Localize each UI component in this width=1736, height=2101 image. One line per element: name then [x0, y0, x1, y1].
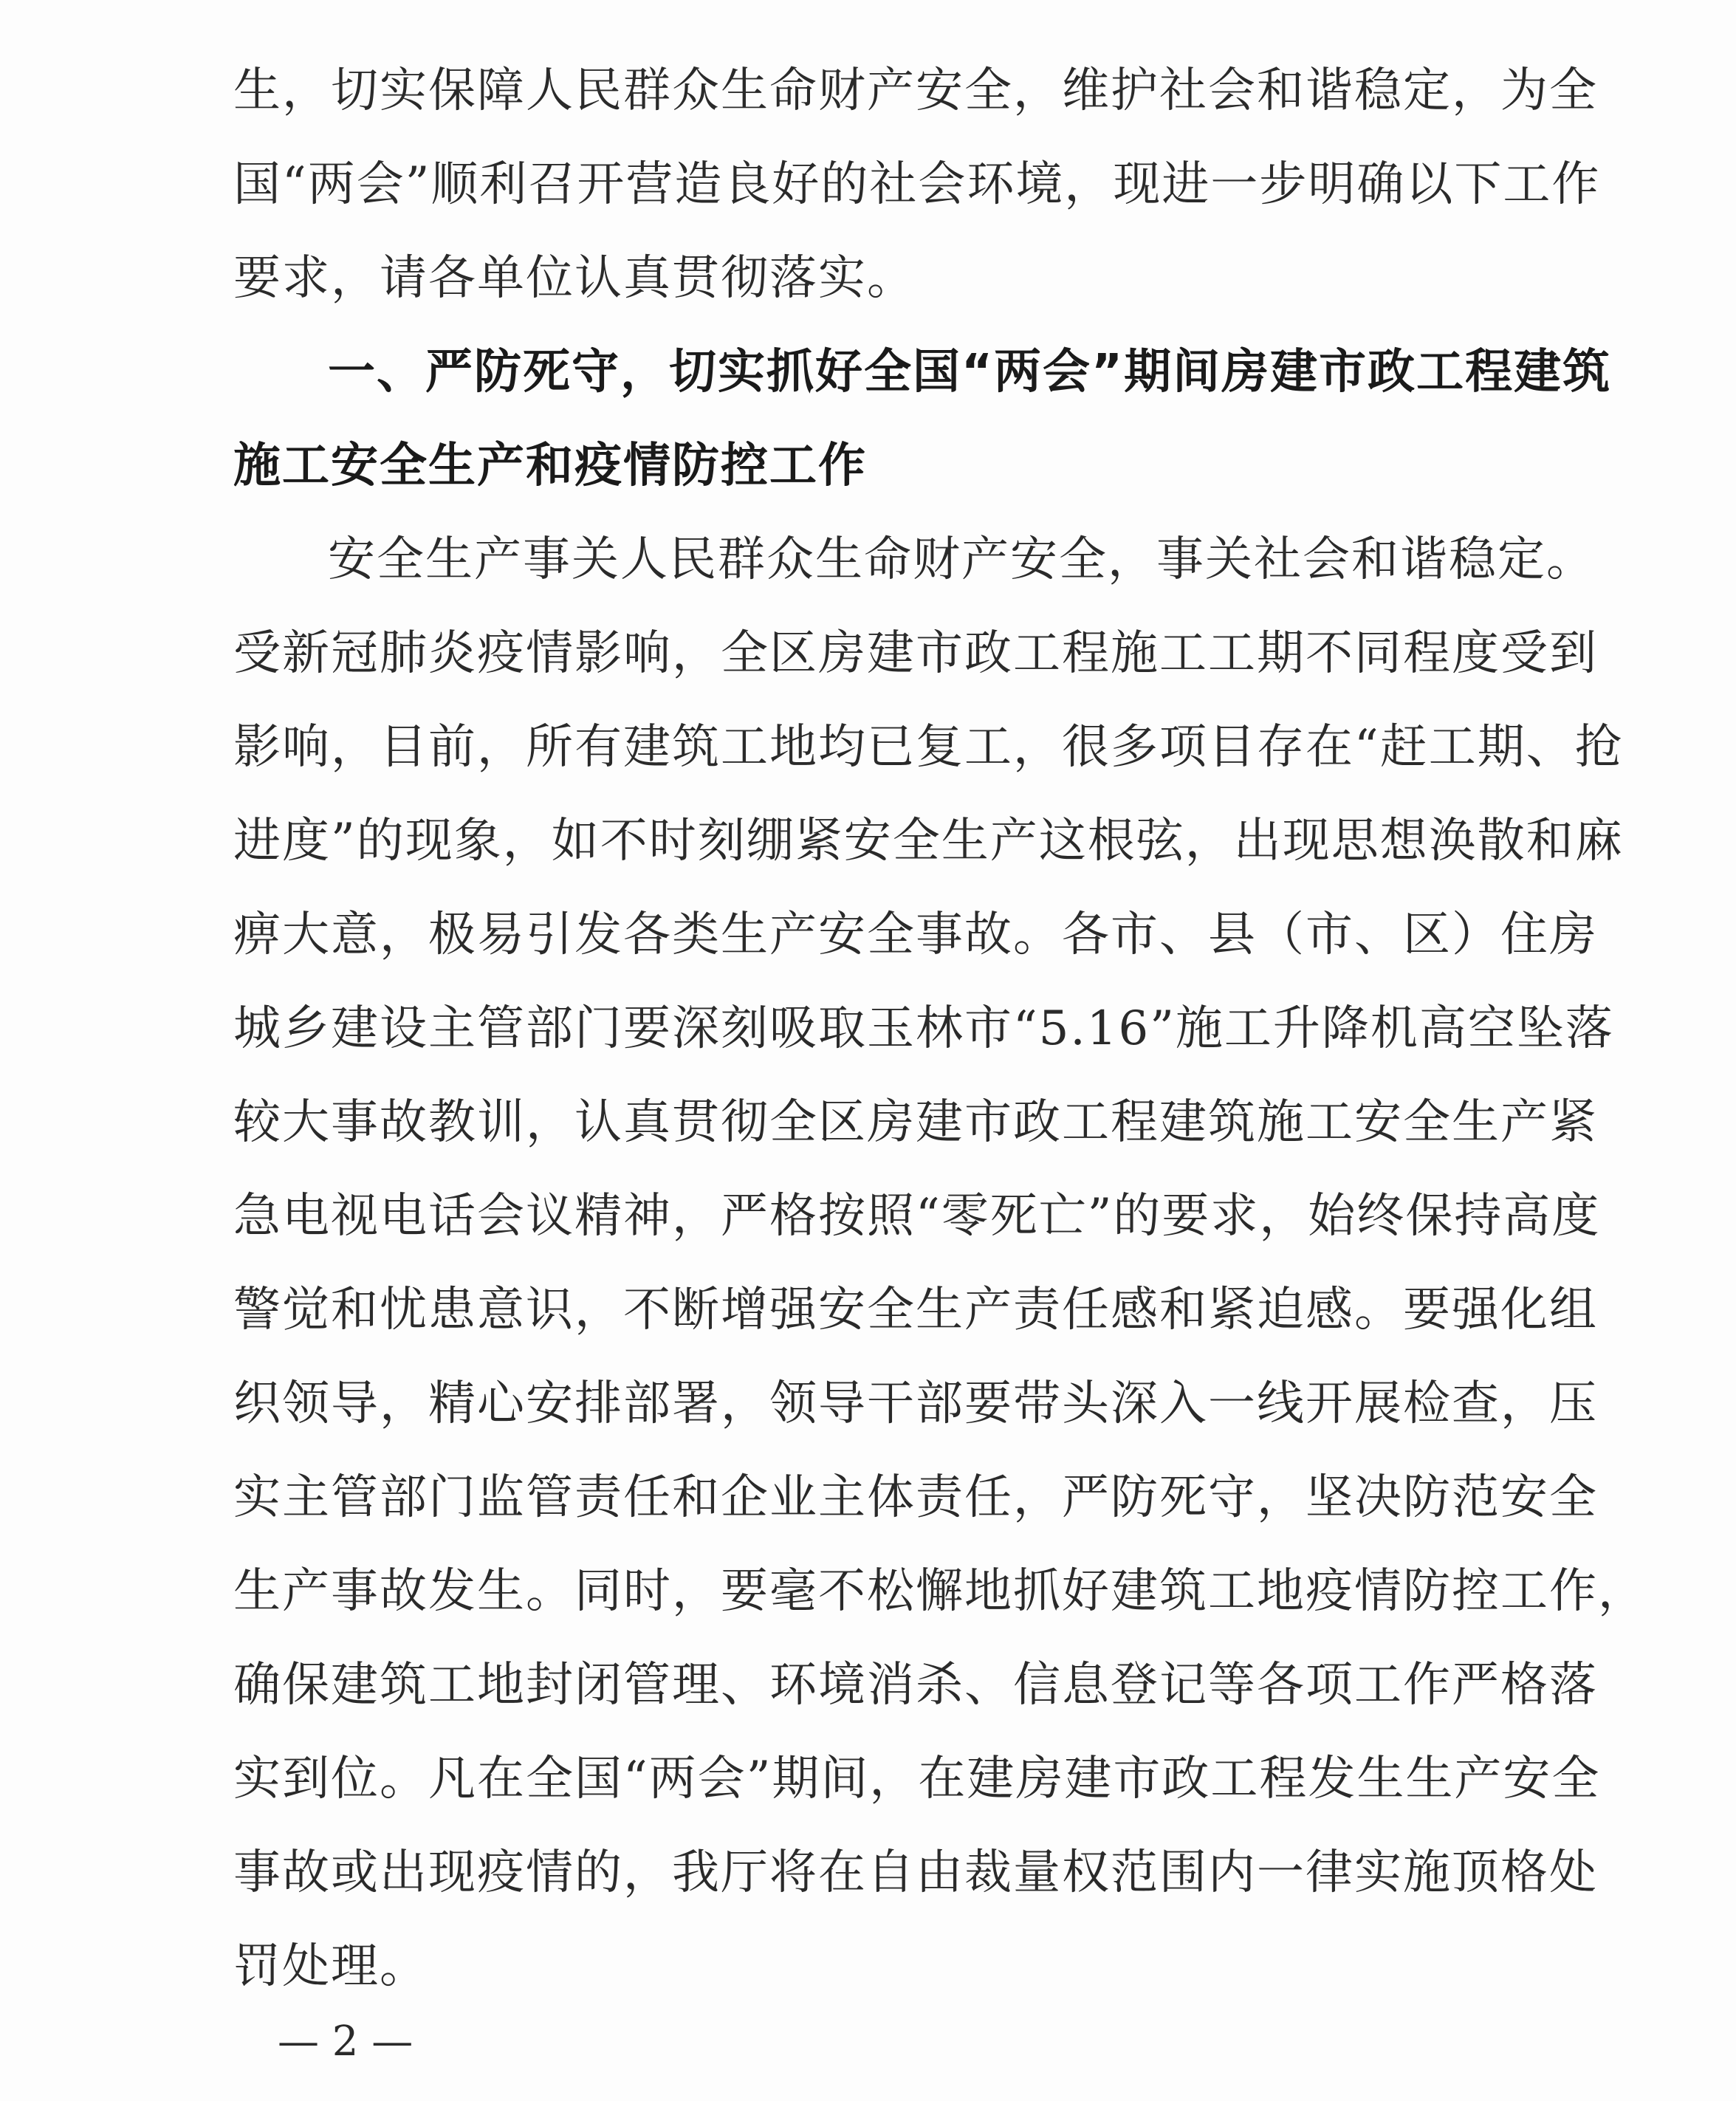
paragraph-line-3: 影响，目前，所有建筑工地均已复工，很多项目存在“赶工期、抢	[233, 720, 1624, 775]
body-line-1: 生，切实保障人民群众生命财产安全，维护社会和谐稳定，为全	[233, 64, 1598, 118]
paragraph-line-6: 城乡建设主管部门要深刻吸取玉林市“5.16”施工升降机高空坠落	[233, 1001, 1614, 1056]
section-heading-line-2: 施工安全生产和疫情防控工作	[233, 439, 867, 493]
section-heading-line-1: 一、严防死守，切实抓好全国“两会”期间房建市政工程建筑	[328, 345, 1612, 400]
paragraph-line-9: 警觉和忧患意识，不断增强安全生产责任感和紧迫感。要强化组	[233, 1283, 1598, 1337]
paragraph-line-13: 确保建筑工地封闭管理、环境消杀、信息登记等各项工作严格落	[233, 1658, 1598, 1713]
paragraph-line-15: 事故或出现疫情的，我厅将在自由裁量权范围内一律实施顶格处	[233, 1845, 1598, 1900]
paragraph-line-12: 生产事故发生。同时，要毫不松懈地抓好建筑工地疫情防控工作，	[233, 1564, 1647, 1619]
paragraph-line-1: 安全生产事关人民群众生命财产安全，事关社会和谐稳定。	[328, 532, 1595, 587]
paragraph-line-8: 急电视电话会议精神，严格按照“零死亡”的要求，始终保持高度	[233, 1189, 1601, 1244]
document-body	[233, 44, 1647, 2014]
paragraph-line-4: 进度”的现象，如不时刻绷紧安全生产这根弦，出现思想涣散和麻	[233, 814, 1624, 868]
paragraph-line-7: 较大事故教训，认真贯彻全区房建市政工程建筑施工安全生产紧	[233, 1095, 1598, 1150]
paragraph-line-5: 痹大意，极易引发各类生产安全事故。各市、县（市、区）住房	[233, 908, 1598, 962]
body-line-3: 要求，请各单位认真贯彻落实。	[233, 251, 916, 306]
paragraph-line-16: 罚处理。	[233, 1939, 428, 1994]
paragraph-line-14: 实到位。凡在全国“两会”期间，在建房建市政工程发生生产安全	[233, 1752, 1601, 1806]
page-number: — 2 —	[278, 2018, 414, 2066]
body-line-2: 国“两会”顺利召开营造良好的社会环境，现进一步明确以下工作	[233, 157, 1601, 212]
paragraph-line-2: 受新冠肺炎疫情影响，全区房建市政工程施工工期不同程度受到	[233, 626, 1598, 681]
paragraph-line-11: 实主管部门监管责任和企业主体责任，严防死守，坚决防范安全	[233, 1470, 1598, 1525]
paragraph-line-10: 织领导，精心安排部署，领导干部要带头深入一线开展检查，压	[233, 1377, 1598, 1431]
